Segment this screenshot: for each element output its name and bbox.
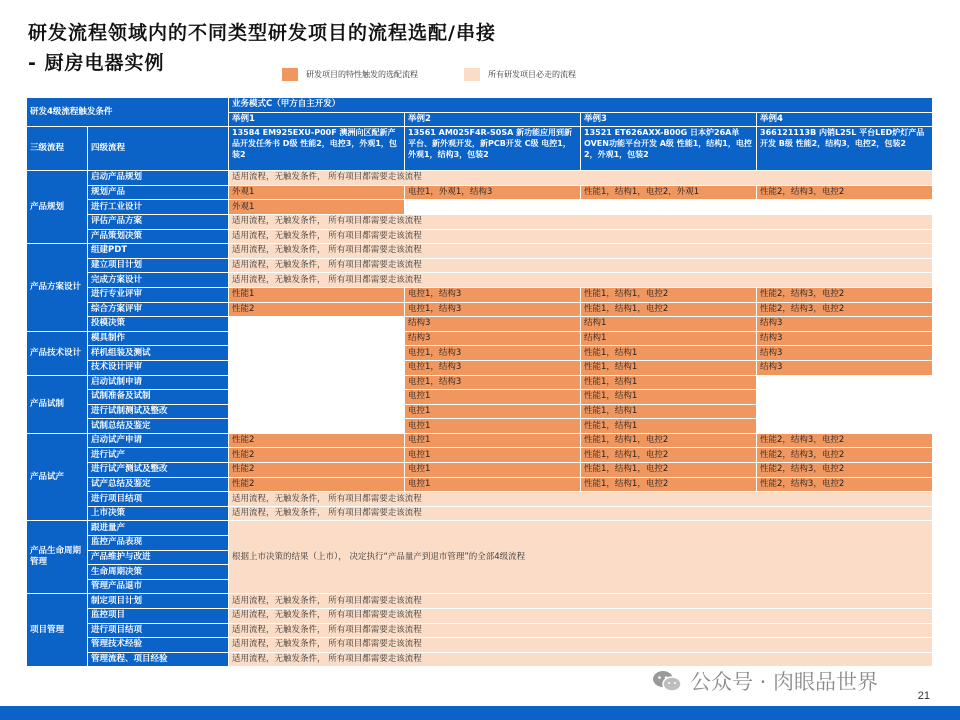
cell: 电控1，结构3	[405, 302, 581, 317]
empty-cell	[757, 390, 933, 405]
l4-cell: 进行项目结项	[88, 623, 229, 638]
group-product-planning: 产品规划	[27, 171, 88, 244]
cell: 性能2	[229, 463, 405, 478]
header-row-1	[27, 98, 933, 113]
empty-cell	[757, 375, 933, 390]
cell: 结构1	[581, 317, 757, 332]
empty-cell	[229, 331, 405, 346]
cell: 性能2，结构3，电控2	[757, 477, 933, 492]
l4-cell: 产品维护与改进	[88, 550, 229, 565]
empty-cell	[229, 346, 405, 361]
table-row	[27, 258, 933, 273]
cell: 结构3	[757, 331, 933, 346]
cell: 性能2，结构3，电控2	[757, 302, 933, 317]
l4-cell: 完成方案设计	[88, 273, 229, 288]
table-row	[27, 433, 933, 448]
empty-cell	[229, 390, 405, 405]
l4-cell: 启动产品规划	[88, 171, 229, 186]
std-cell: 适用流程，无触发条件， 所有项目都需要走该流程	[229, 492, 933, 507]
empty-cell	[229, 375, 405, 390]
cell: 性能1，结构1，电控2	[581, 433, 757, 448]
cell: 结构3	[405, 317, 581, 332]
table-row	[27, 652, 933, 667]
cell: 电控1，结构3	[405, 287, 581, 302]
l4-cell: 进行试产	[88, 448, 229, 463]
group-project-mgmt: 项目管理	[27, 594, 88, 667]
footer-bar	[0, 706, 960, 720]
std-cell: 适用流程，无触发条件， 所有项目都需要走该流程	[229, 229, 933, 244]
level3-header: 三级流程	[27, 127, 88, 171]
l4-cell: 进行试制测试及整改	[88, 404, 229, 419]
table-row	[27, 331, 933, 346]
cell: 性能2，结构3，电控2	[757, 287, 933, 302]
table-row	[27, 419, 933, 434]
cell: 性能1，结构1	[581, 419, 757, 434]
slide-subtitle: - 厨房电器实例	[28, 52, 165, 74]
l4-cell: 制定项目计划	[88, 594, 229, 609]
std-cell: 适用流程，无触发条件， 所有项目都需要走该流程	[229, 258, 933, 273]
cell: 外观1	[229, 200, 405, 215]
mode-header: 业务模式C（甲方自主开发）	[229, 98, 933, 113]
group-trial-build: 产品试制	[27, 375, 88, 433]
legend-swatch-optional	[282, 68, 298, 81]
table-row	[27, 287, 933, 302]
l4-cell: 综合方案评审	[88, 302, 229, 317]
legend-swatch-mandatory	[464, 68, 480, 81]
std-cell: 适用流程，无触发条件， 所有项目都需要走该流程	[229, 652, 933, 667]
cell: 性能1，结构1，电控2，外观1	[581, 185, 757, 200]
l4-cell: 技术设计评审	[88, 360, 229, 375]
table-row	[27, 506, 933, 521]
table-row	[27, 623, 933, 638]
cell: 电控1，结构3	[405, 375, 581, 390]
l4-cell: 规划产品	[88, 185, 229, 200]
cell: 性能1，结构1，电控2	[581, 448, 757, 463]
cell: 性能2，结构3，电控2	[757, 448, 933, 463]
cell: 性能1	[229, 287, 405, 302]
cell: 结构3	[757, 360, 933, 375]
l4-cell: 启动试产申请	[88, 433, 229, 448]
l4-cell: 管理流程、项目经验	[88, 652, 229, 667]
empty-cell	[229, 419, 405, 434]
cell: 性能2，结构3，电控2	[757, 185, 933, 200]
table-row	[27, 360, 933, 375]
header-row-3	[27, 127, 933, 171]
table-row	[27, 492, 933, 507]
group-trial-production: 产品试产	[27, 433, 88, 521]
group-tech-design: 产品技术设计	[27, 331, 88, 375]
std-cell: 适用流程，无触发条件， 所有项目都需要走该流程	[229, 638, 933, 653]
cell: 电控1	[405, 477, 581, 492]
example-1-label: 举例1	[229, 112, 405, 127]
l4-cell: 监控项目	[88, 609, 229, 624]
l4-cell: 建立项目计划	[88, 258, 229, 273]
watermark	[652, 666, 878, 696]
cell: 电控1，外观1，结构3	[405, 185, 581, 200]
empty-cell	[757, 404, 933, 419]
lifecycle-note-cell: 根据上市决策的结果（上市）， 决定执行“产品量产到退市管理”的全部4级流程	[229, 521, 933, 594]
example-3-label: 举例3	[581, 112, 757, 127]
cell: 电控1	[405, 419, 581, 434]
table-row	[27, 638, 933, 653]
cell: 性能1，结构1	[581, 390, 757, 405]
cell: 性能1，结构1，电控2	[581, 477, 757, 492]
empty-cell	[405, 200, 933, 215]
table-row	[27, 346, 933, 361]
std-cell: 适用流程，无触发条件， 所有项目都需要走该流程	[229, 171, 933, 186]
cell: 性能1，结构1	[581, 404, 757, 419]
cell: 电控1，结构3	[405, 346, 581, 361]
table-row	[27, 477, 933, 492]
l4-cell: 样机组装及测试	[88, 346, 229, 361]
table-row	[27, 404, 933, 419]
l4-cell: 管理产品退市	[88, 579, 229, 594]
l4-cell: 评估产品方案	[88, 214, 229, 229]
l4-cell: 上市决策	[88, 506, 229, 521]
table-row	[27, 609, 933, 624]
l4-cell: 监控产品表现	[88, 536, 229, 551]
std-cell: 适用流程，无触发条件， 所有项目都需要走该流程	[229, 506, 933, 521]
std-cell: 适用流程，无触发条件， 所有项目都需要走该流程	[229, 214, 933, 229]
legend	[282, 68, 622, 81]
table-row	[27, 200, 933, 215]
l4-cell: 管理技术经验	[88, 638, 229, 653]
empty-cell	[757, 419, 933, 434]
cell: 电控1	[405, 404, 581, 419]
cell: 电控1，结构3	[405, 360, 581, 375]
group-solution-design: 产品方案设计	[27, 244, 88, 332]
table-row	[27, 594, 933, 609]
std-cell: 适用流程，无触发条件， 所有项目都需要走该流程	[229, 594, 933, 609]
example-1-desc: 13584 EM925EXU-P00F 澳洲向区配新产品开发任务书 D级 性能2，电控3，外观1，包装2	[229, 127, 405, 171]
level4-header: 四级流程	[88, 127, 229, 171]
trigger-header: 研发4级流程触发条件	[27, 98, 229, 127]
l4-cell: 试制准备及试制	[88, 390, 229, 405]
l4-cell: 产品策划决策	[88, 229, 229, 244]
cell: 性能2，结构3，电控2	[757, 463, 933, 478]
watermark-text: 公众号 · 肉眼品世界	[690, 670, 879, 694]
cell: 外观1	[229, 185, 405, 200]
cell: 性能1，结构1	[581, 375, 757, 390]
table-row	[27, 273, 933, 288]
cell: 电控1	[405, 390, 581, 405]
std-cell: 适用流程，无触发条件， 所有项目都需要走该流程	[229, 273, 933, 288]
cell: 性能1，结构1	[581, 346, 757, 361]
cell: 性能2	[229, 433, 405, 448]
cell: 结构1	[581, 331, 757, 346]
cell: 性能2	[229, 302, 405, 317]
table-row	[27, 171, 933, 186]
process-matrix-table	[26, 97, 933, 667]
cell: 性能2，结构3，电控2	[757, 433, 933, 448]
table-row	[27, 317, 933, 332]
page-number: 21	[917, 690, 930, 702]
l4-cell: 投模决策	[88, 317, 229, 332]
l4-cell: 试制总结及鉴定	[88, 419, 229, 434]
example-4-desc: 366121113B 内销L25L 平台LED炉灯产品开发 B级 性能2，结构3，电控2，包装2	[757, 127, 933, 171]
table-row	[27, 448, 933, 463]
cell: 性能1，结构1，电控2	[581, 463, 757, 478]
legend-item-mandatory	[464, 68, 576, 81]
legend-label-mandatory: 所有研发项目必走的流程	[488, 70, 576, 79]
table-row	[27, 185, 933, 200]
example-2-desc: 13561 AM025F4R-S0SA 新功能应用到新平台、新外观开发，新PCB开发 C级 电控1，外观1，结构3，包装2	[405, 127, 581, 171]
cell: 结构3	[757, 346, 933, 361]
std-cell: 适用流程，无触发条件， 所有项目都需要走该流程	[229, 623, 933, 638]
empty-cell	[229, 360, 405, 375]
cell: 性能1，结构1	[581, 360, 757, 375]
std-cell: 适用流程，无触发条件， 所有项目都需要走该流程	[229, 609, 933, 624]
table-row	[27, 214, 933, 229]
example-3-desc: 13521 ET626AXX-B00G 日本炉26A单OVEN功能平台开发 A级 性能1，结构1，电控2，外观1，包装2	[581, 127, 757, 171]
cell: 性能1，结构1，电控2	[581, 302, 757, 317]
std-cell: 适用流程，无触发条件， 所有项目都需要走该流程	[229, 244, 933, 259]
l4-cell: 模具制作	[88, 331, 229, 346]
l4-cell: 生命周期决策	[88, 565, 229, 580]
l4-cell: 进行项目结项	[88, 492, 229, 507]
slide-title: 研发流程领域内的不同类型研发项目的流程选配/串接	[28, 22, 496, 44]
cell: 电控1	[405, 448, 581, 463]
l4-cell: 组建PDT	[88, 244, 229, 259]
table-row	[27, 463, 933, 478]
cell: 电控1	[405, 463, 581, 478]
empty-cell	[229, 317, 405, 332]
l4-cell: 进行工业设计	[88, 200, 229, 215]
group-lifecycle: 产品生命周期管理	[27, 521, 88, 594]
l4-cell: 启动试制申请	[88, 375, 229, 390]
example-4-label: 举例4	[757, 112, 933, 127]
empty-cell	[229, 404, 405, 419]
cell: 性能2	[229, 477, 405, 492]
cell: 电控1	[405, 433, 581, 448]
l4-cell: 进行专业评审	[88, 287, 229, 302]
cell: 结构3	[757, 317, 933, 332]
l4-cell: 试产总结及鉴定	[88, 477, 229, 492]
table-row	[27, 390, 933, 405]
cell: 结构3	[405, 331, 581, 346]
example-2-label: 举例2	[405, 112, 581, 127]
wechat-icon	[652, 669, 682, 693]
table-row	[27, 375, 933, 390]
l4-cell: 跟进量产	[88, 521, 229, 536]
cell: 性能1，结构1，电控2	[581, 287, 757, 302]
cell: 性能2	[229, 448, 405, 463]
table-row	[27, 302, 933, 317]
table-row	[27, 229, 933, 244]
table-row	[27, 521, 933, 536]
table-row	[27, 244, 933, 259]
legend-label-optional: 研发项目的特性触发的选配流程	[306, 70, 418, 79]
legend-item-optional	[282, 68, 418, 81]
l4-cell: 进行试产测试及整改	[88, 463, 229, 478]
